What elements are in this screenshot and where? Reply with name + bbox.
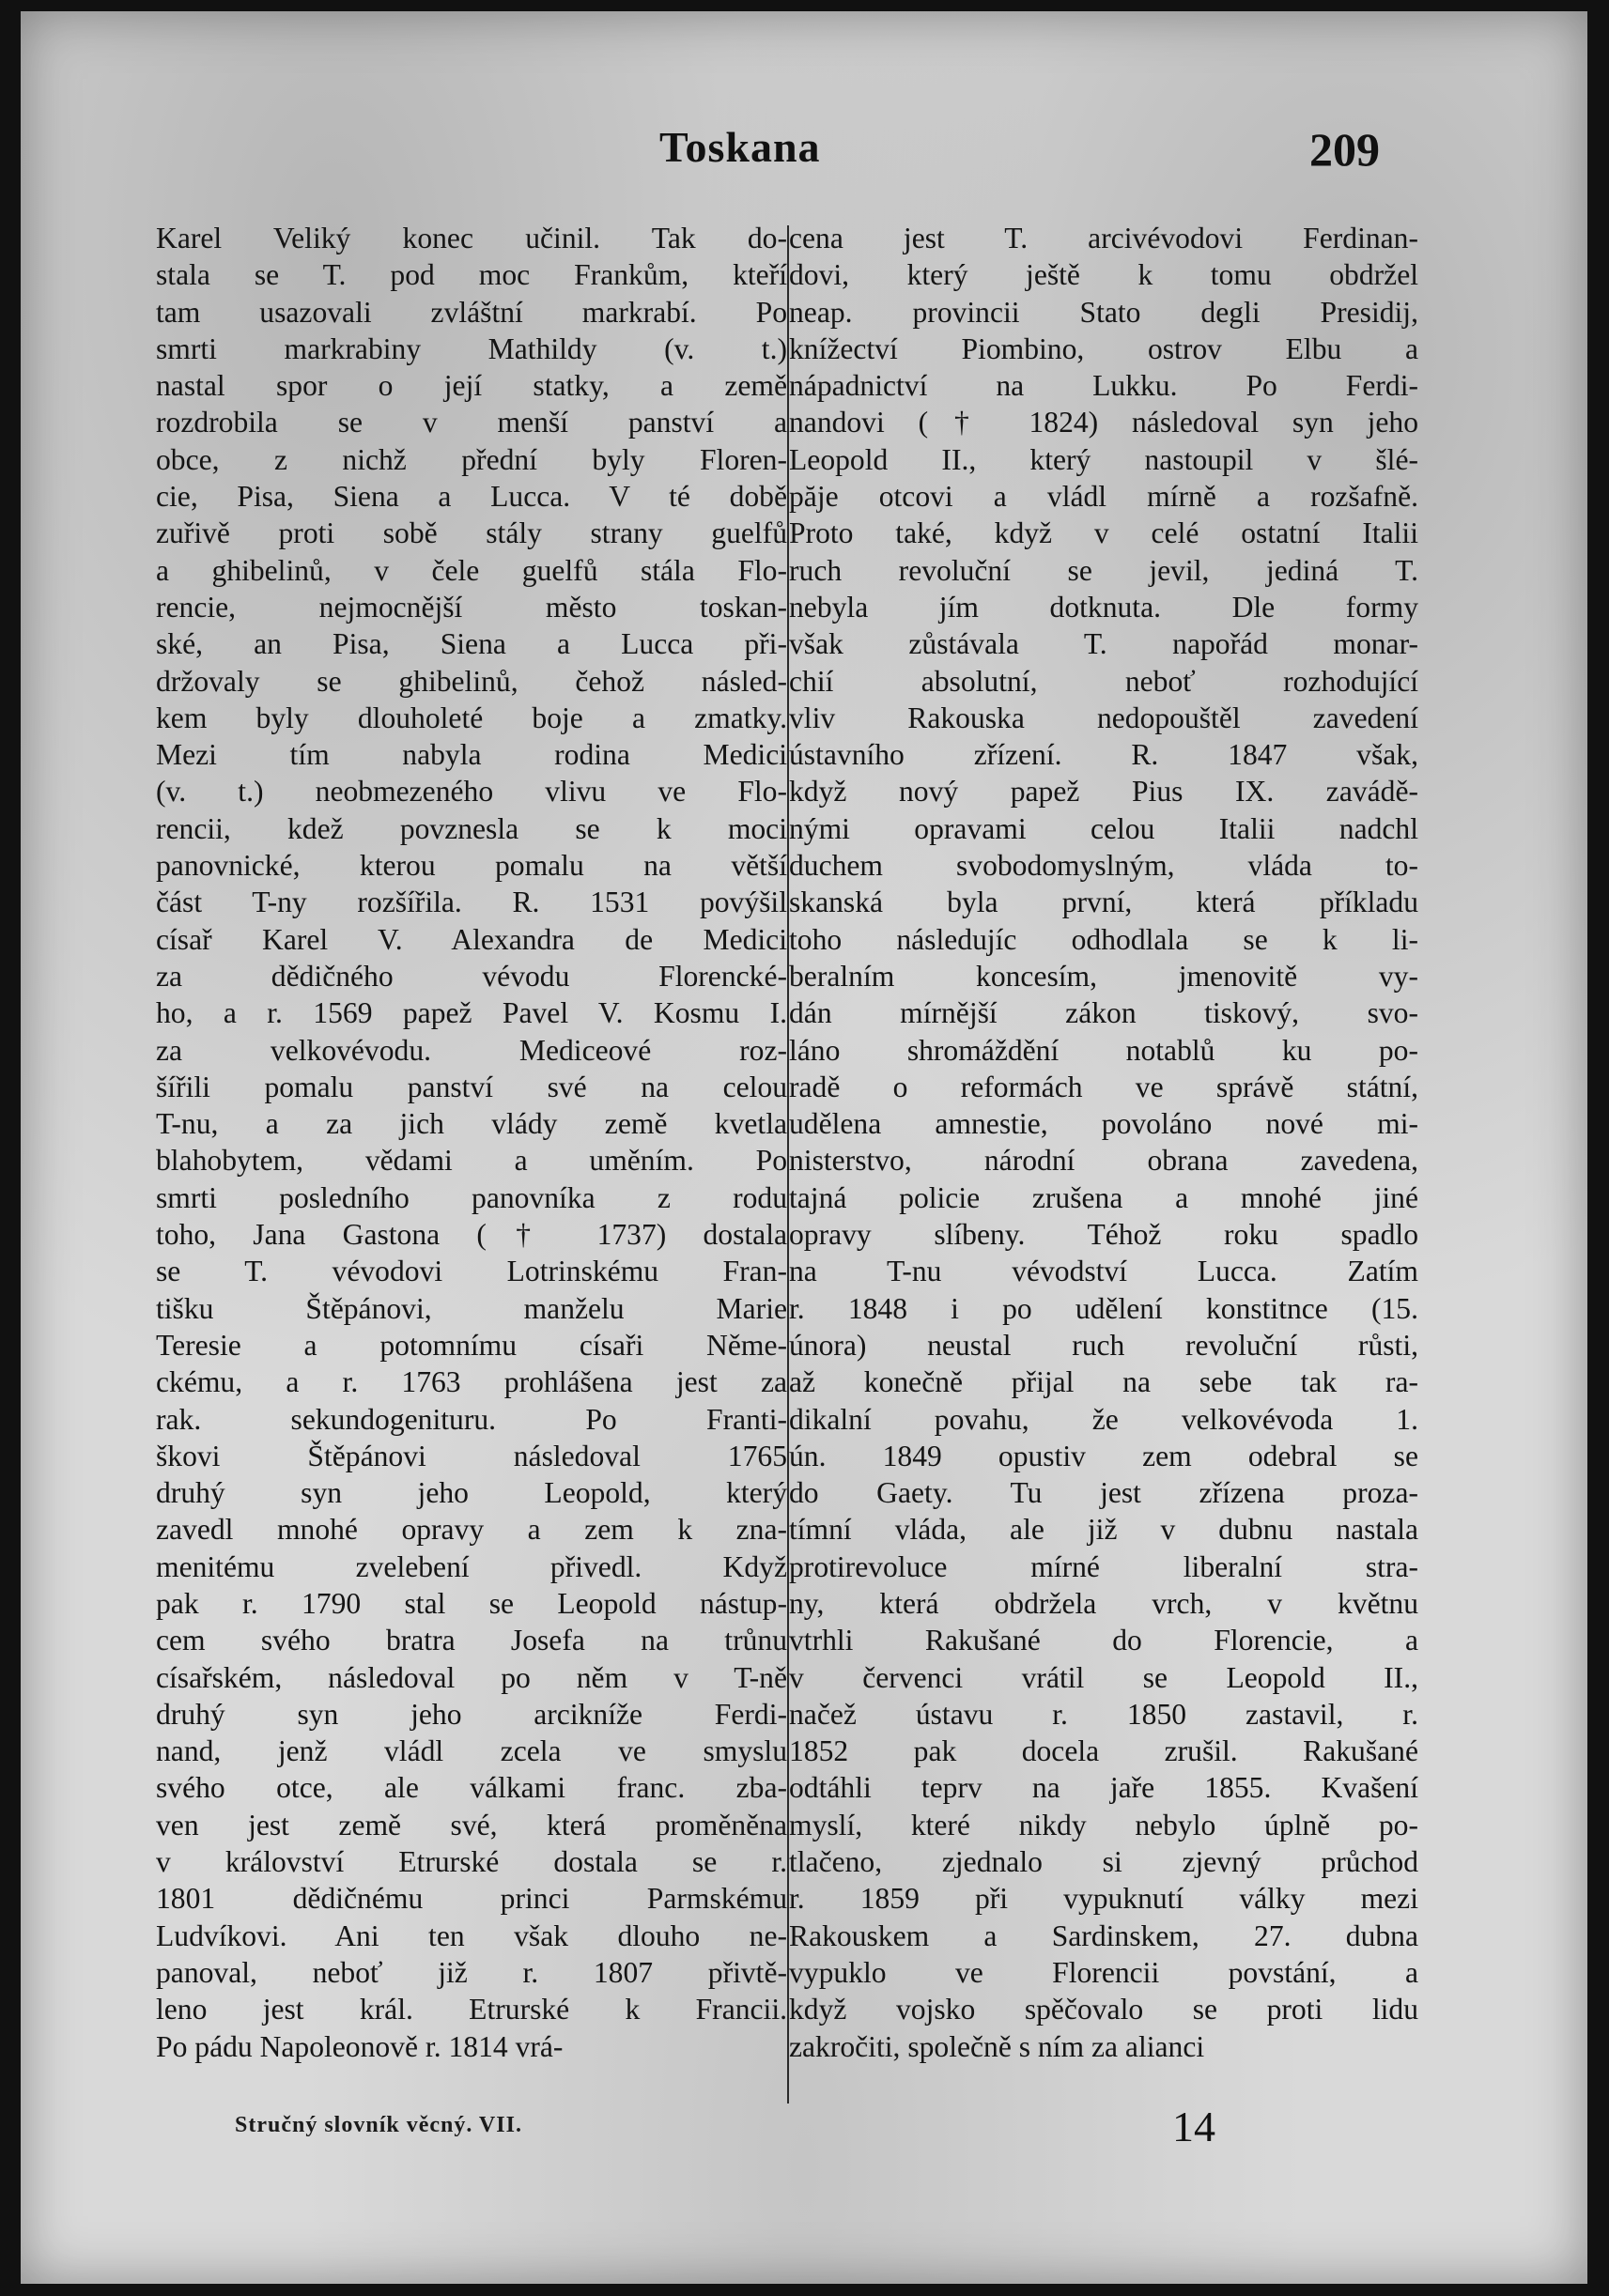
text-line: duchem svobodomyslným, vláda to- [789, 849, 1418, 883]
text-line: r. 1848 i po udělení konstitnce (15. [789, 1291, 1418, 1325]
text-line: tišku Štěpánovi, manželu Marie [156, 1291, 787, 1325]
text-line: Karel Veliký konec učinil. Tak do- [156, 222, 787, 254]
text-line: skanská byla první, která příkladu [789, 886, 1418, 919]
text-line: menitému zvelebení přivedl. Když [156, 1549, 787, 1583]
text-line: rencii, kdež povznesla se k moci [156, 811, 787, 845]
text-line: císařském, následoval po něm v T-ně [156, 1660, 787, 1694]
text-line: smrti posledního panovníka z rodu [156, 1180, 787, 1214]
text-line: păje otcovi a vládl mírně a rozšafně. [789, 480, 1418, 514]
text-line: Leopold II., který nastoupil v šlé- [789, 442, 1418, 476]
scanned-page [21, 11, 1587, 2284]
text-line: pak r. 1790 stal se Leopold nástup- [156, 1586, 787, 1620]
text-line: až konečně přijal na sebe tak ra- [789, 1365, 1418, 1399]
text-line: (v. t.) neobmezeného vlivu ve Flo- [156, 775, 787, 809]
left-column [156, 220, 787, 2065]
text-line: vliv Rakouska nedopouštěl zavedení [789, 701, 1418, 734]
footer-note: Stručný slovník věcný. VII. [235, 2113, 522, 2137]
text-line: myslí, které nikdy nebylo úplně po- [789, 1808, 1418, 1841]
text-line: udělena amnestie, povoláno nové mi- [789, 1107, 1418, 1141]
text-line: leno jest král. Etrurské k Francii. [156, 1993, 787, 2026]
text-line: škovi Štěpánovi následoval 1765 [156, 1439, 787, 1472]
text-line: Mezi tím nabyla rodina Medici [156, 738, 787, 772]
text-line: však zůstávala T. napořád monar- [789, 627, 1418, 661]
text-line: načež ústavu r. 1850 zastavil, r. [789, 1697, 1418, 1731]
text-line: zakročiti, společně s ním za alianci [789, 2029, 1205, 2063]
text-line: ské, an Pisa, Siena a Lucca při- [156, 627, 787, 661]
text-line: vtrhli Rakušané do Florencie, a [789, 1624, 1418, 1657]
text-line: ústavního zřízení. R. 1847 však, [789, 738, 1418, 772]
text-line: ven jest země své, která proměněna [156, 1808, 787, 1841]
text-line: vypuklo ve Florencii povstání, a [789, 1955, 1418, 1989]
text-line: nápadnictví na Lukku. Po Ferdi- [789, 369, 1418, 403]
text-line: v červenci vrátil se Leopold II., [789, 1660, 1418, 1694]
text-line: nand, jenž vládl zcela ve smyslu [156, 1734, 787, 1768]
text-line: zavedl mnohé opravy a zem k zna- [156, 1513, 787, 1547]
text-line: cena jest T. arcivévodovi Ferdinan- [789, 222, 1418, 254]
text-line: beralním koncesím, jmenovitě vy- [789, 959, 1418, 993]
text-line: Rakouskem a Sardinskem, 27. dubna [789, 1918, 1418, 1952]
text-line: ún. 1849 opustiv zem odebral se [789, 1439, 1418, 1472]
text-line: nandovi († 1824) následoval syn jeho [789, 406, 1418, 439]
text-line: chií absolutní, neboť rozhodující [789, 664, 1418, 698]
text-line: do Gaety. Tu jest zřízena proza- [789, 1476, 1418, 1510]
text-line: tajná policie zrušena a mnohé jiné [789, 1180, 1418, 1214]
text-line: 1852 pak docela zrušil. Rakušané [789, 1734, 1418, 1768]
text-line: kem byly dlouholeté boje a zmatky. [156, 701, 787, 734]
text-line: rencie, nejmocnější město toskan- [156, 590, 787, 624]
text-line: panoval, neboť již r. 1807 přivtě- [156, 1955, 787, 1989]
text-line: odtáhli teprv na jaře 1855. Kvašení [789, 1771, 1418, 1805]
text-line: ny, která obdržela vrch, v květnu [789, 1586, 1418, 1620]
text-line: února) neustal ruch revoluční růsti, [789, 1328, 1418, 1362]
text-line: nebyla jím dotknuta. Dle formy [789, 590, 1418, 624]
text-line: dovi, který ještě k tomu obdržel [789, 258, 1418, 292]
text-line: dikalní povahu, že velkovévoda 1. [789, 1402, 1418, 1436]
text-line: nastal spor o její statky, a země [156, 369, 787, 403]
text-line: Proto také, když v celé ostatní Italii [789, 516, 1418, 550]
text-line: ckému, a r. 1763 prohlášena jest za [156, 1365, 787, 1399]
text-line: v království Etrurské dostala se r. [156, 1845, 787, 1879]
text-line: stala se T. pod moc Frankům, kteří [156, 258, 787, 292]
text-line: a ghibelinů, v čele guelfů stála Flo- [156, 553, 787, 587]
text-line: blahobytem, vědami a uměním. Po [156, 1144, 787, 1178]
text-line: panovnické, kterou pomalu na větší [156, 849, 787, 883]
text-line: opravy slíbeny. Téhož roku spadlo [789, 1218, 1418, 1252]
text-line: cie, Pisa, Siena a Lucca. V té době [156, 480, 787, 514]
text-line: toho následujíc odhodlala se k li- [789, 922, 1418, 956]
text-line: Po pádu Napoleonově r. 1814 vrá- [156, 2029, 564, 2063]
text-line: část T-ny rozšířila. R. 1531 povýšil [156, 886, 787, 919]
text-line: když nový papež Pius IX. zavádě- [789, 775, 1418, 809]
text-line: Teresie a potomnímu císaři Něme- [156, 1328, 787, 1362]
text-line: držovaly se ghibelinů, čehož násled- [156, 664, 787, 698]
text-line: ruch revoluční se jevil, jediná T. [789, 553, 1418, 587]
text-line: cem svého bratra Josefa na trůnu [156, 1624, 787, 1657]
text-line: zuřivě proti sobě stály strany guelfů [156, 516, 787, 550]
text-line: šířili pomalu panství své na celou [156, 1070, 787, 1103]
text-line: T-nu, a za jich vlády země kvetla [156, 1107, 787, 1141]
page-number: 209 [1309, 123, 1380, 176]
text-line: když vojsko spěčovalo se proti lidu [789, 1993, 1418, 2026]
text-line: 1801 dědičnému princi Parmskému [156, 1882, 787, 1916]
signature-mark: 14 [1172, 2103, 1215, 2150]
text-line: na T-nu vévodství Lucca. Zatím [789, 1255, 1418, 1288]
text-line: rak. sekundogenituru. Po Franti- [156, 1402, 787, 1436]
text-line: nisterstvo, národní obrana zavedena, [789, 1144, 1418, 1178]
text-line: smrti markrabiny Mathildy (v. t.) [156, 331, 787, 365]
text-line: tlačeno, zjednalo si zjevný průchod [789, 1845, 1418, 1879]
text-line: toho, Jana Gastona († 1737) dostala [156, 1218, 787, 1252]
text-line: dán mírnější zákon tiskový, svo- [789, 996, 1418, 1030]
text-line: Ludvíkovi. Ani ten však dlouho ne- [156, 1918, 787, 1952]
right-column [789, 220, 1418, 2065]
text-line: císař Karel V. Alexandra de Medici [156, 922, 787, 956]
text-line: obce, z nichž přední byly Floren- [156, 442, 787, 476]
text-line: neap. provincii Stato degli Presidij, [789, 295, 1418, 329]
text-line: se T. vévodovi Lotrinskému Fran- [156, 1255, 787, 1288]
text-line: druhý syn jeho arcikníže Ferdi- [156, 1697, 787, 1731]
page-title: Toskana [659, 123, 821, 171]
text-line: protirevoluce mírné liberalní stra- [789, 1549, 1418, 1583]
text-line: rozdrobila se v menší panství a [156, 406, 787, 439]
text-line: tímní vláda, ale již v dubnu nastala [789, 1513, 1418, 1547]
text-line: r. 1859 při vypuknutí války mezi [789, 1882, 1418, 1916]
text-line: nými opravami celou Italii nadchl [789, 811, 1418, 845]
text-line: za dědičného vévodu Florencké- [156, 959, 787, 993]
text-line: za velkovévodu. Mediceové roz- [156, 1033, 787, 1067]
text-line: tam usazovali zvláštní markrabí. Po [156, 295, 787, 329]
text-line: láno shromáždění notablů ku po- [789, 1033, 1418, 1067]
text-line: radě o reformách ve správě státní, [789, 1070, 1418, 1103]
text-line: ho, a r. 1569 papež Pavel V. Kosmu I. [156, 996, 787, 1030]
text-line: knížectví Piombino, ostrov Elbu a [789, 331, 1418, 365]
text-line: svého otce, ale válkami franc. zba- [156, 1771, 787, 1805]
text-line: druhý syn jeho Leopold, který [156, 1476, 787, 1510]
